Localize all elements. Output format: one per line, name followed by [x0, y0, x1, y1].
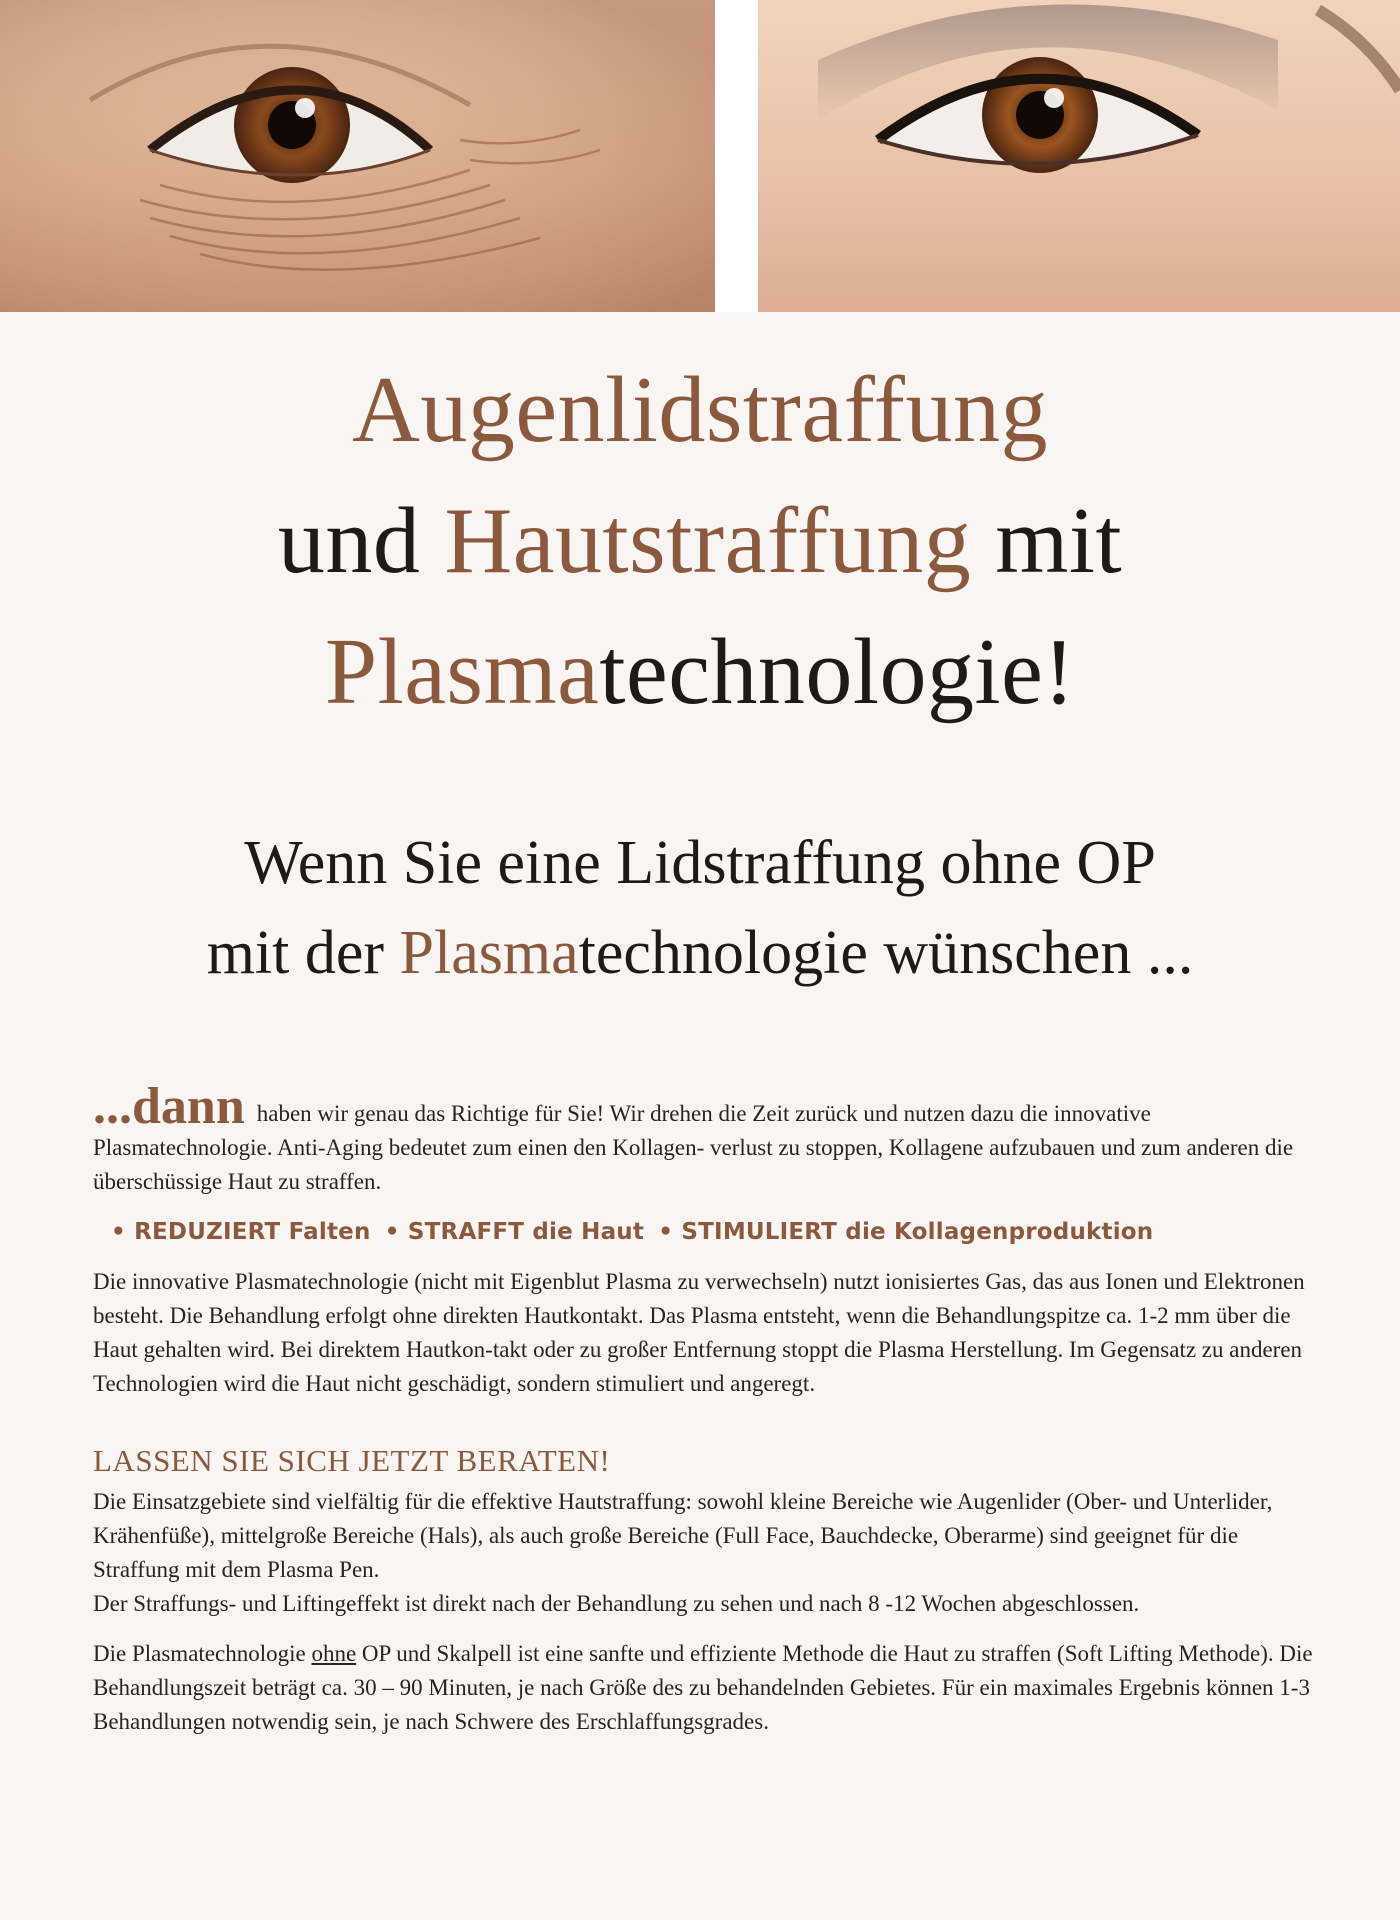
closing-underlined-word: ohne: [311, 1641, 357, 1666]
headline-line-2-prefix: und: [277, 489, 445, 593]
headline-line-1: Augenlidstraffung: [352, 358, 1048, 462]
main-headline: [0, 345, 1400, 738]
consultation-heading: LASSEN SIE SICH JETZT BERATEN!: [93, 1443, 611, 1478]
headline-line-3-highlight: Plasma: [324, 620, 600, 724]
closing-text-start: Die Plasmatechnologie: [93, 1641, 312, 1666]
headline-line-2-highlight: Hautstraffung: [444, 489, 972, 593]
benefit-item: • STIMULIERT die Kollagenproduktion: [658, 1219, 1154, 1245]
eye-after-illustration: [758, 0, 1400, 312]
headline-line-2: [0, 476, 1400, 607]
subheadline-line-2-highlight: Plasma: [399, 919, 579, 987]
application-areas-paragraph: Die Einsatzgebiete sind vielfältig für die effektive Hautstraffung: sowohl kleine Bereiche wie Augenlider (Ober- und Unterlider, Krähenfüße), mittelgroße Bereiche (Hals), als auch große Bereiche (Full Face, Bauchdecke, Oberarme) sind geeignet für die Straffung mit dem Plasma Pen.: [93, 1489, 1273, 1582]
subheadline-line-2-prefix: mit der: [206, 919, 400, 987]
eye-before-illustration: [0, 0, 715, 312]
plasma-explanation-paragraph: Die innovative Plasmatechnologie (nicht mit Eigenblut Plasma zu verwechseln) nutzt ionisiertes Gas, das aus Ionen und Elektronen besteht. Die Behandlung erfolgt ohne direkten Hautkontakt. Das Plasma entsteht, wenn die Behandlungspitze ca. 1-2 mm über die Haut gehalten wird. Bei direktem Hautkon-takt oder zu großer Entfernung stoppt die Plasma Herstellung. Im Gegensatz zu anderen Technologien wird die Haut nicht geschädigt, sondern stimuliert und angeregt.: [93, 1269, 1305, 1396]
before-after-photo-strip: [0, 0, 1400, 312]
effect-paragraph: Der Straffungs- und Liftingeffekt ist direkt nach der Behandlung zu sehen und nach 8 -12 Wochen abgeschlossen.: [93, 1591, 1140, 1616]
benefit-item: • STRAFFT die Haut: [384, 1219, 645, 1245]
headline-line-3: [0, 607, 1400, 738]
subheadline-line-2-suffix: technologie wünschen ...: [578, 919, 1194, 987]
benefits-list: [111, 1215, 1318, 1249]
subheadline-line-2: [0, 908, 1400, 998]
headline-line-3-suffix: technologie!: [599, 620, 1076, 724]
closing-paragraph: [93, 1637, 1318, 1739]
sub-headline: [0, 818, 1400, 998]
body-content: [93, 1078, 1318, 1739]
intro-text: haben wir genau das Richtige für Sie! Wir drehen die Zeit zurück und nutzen dazu die innovative Plasmatechnologie. Anti-Aging bedeutet zum einen den Kollagen- verlust zu stoppen, Kollagene aufzubauen und zum anderen die überschüssige Haut zu straffen.: [93, 1101, 1294, 1194]
eye-after-smooth-photo: [758, 0, 1400, 312]
headline-line-2-suffix: mit: [971, 489, 1123, 593]
intro-paragraph: [93, 1078, 1318, 1199]
eye-before-wrinkled-photo: [0, 0, 715, 312]
intro-lead: ...dann: [93, 1078, 245, 1135]
benefit-item: • REDUZIERT Falten: [111, 1219, 371, 1245]
closing-text-end: OP und Skalpell ist eine sanfte und effiziente Methode die Haut zu straffen (Soft Lifting Methode). Die Behandlungszeit beträgt ca. 30 – 90 Minuten, je nach Größe des zu behandelnden Gebietes. Für ein maximales Ergebnis können 1-3 Behandlungen notwendig sein, je nach Schwere des Erschlaffungsgrades.: [93, 1641, 1313, 1734]
subheadline-line-1: Wenn Sie eine Lidstraffung ohne OP: [244, 829, 1156, 897]
